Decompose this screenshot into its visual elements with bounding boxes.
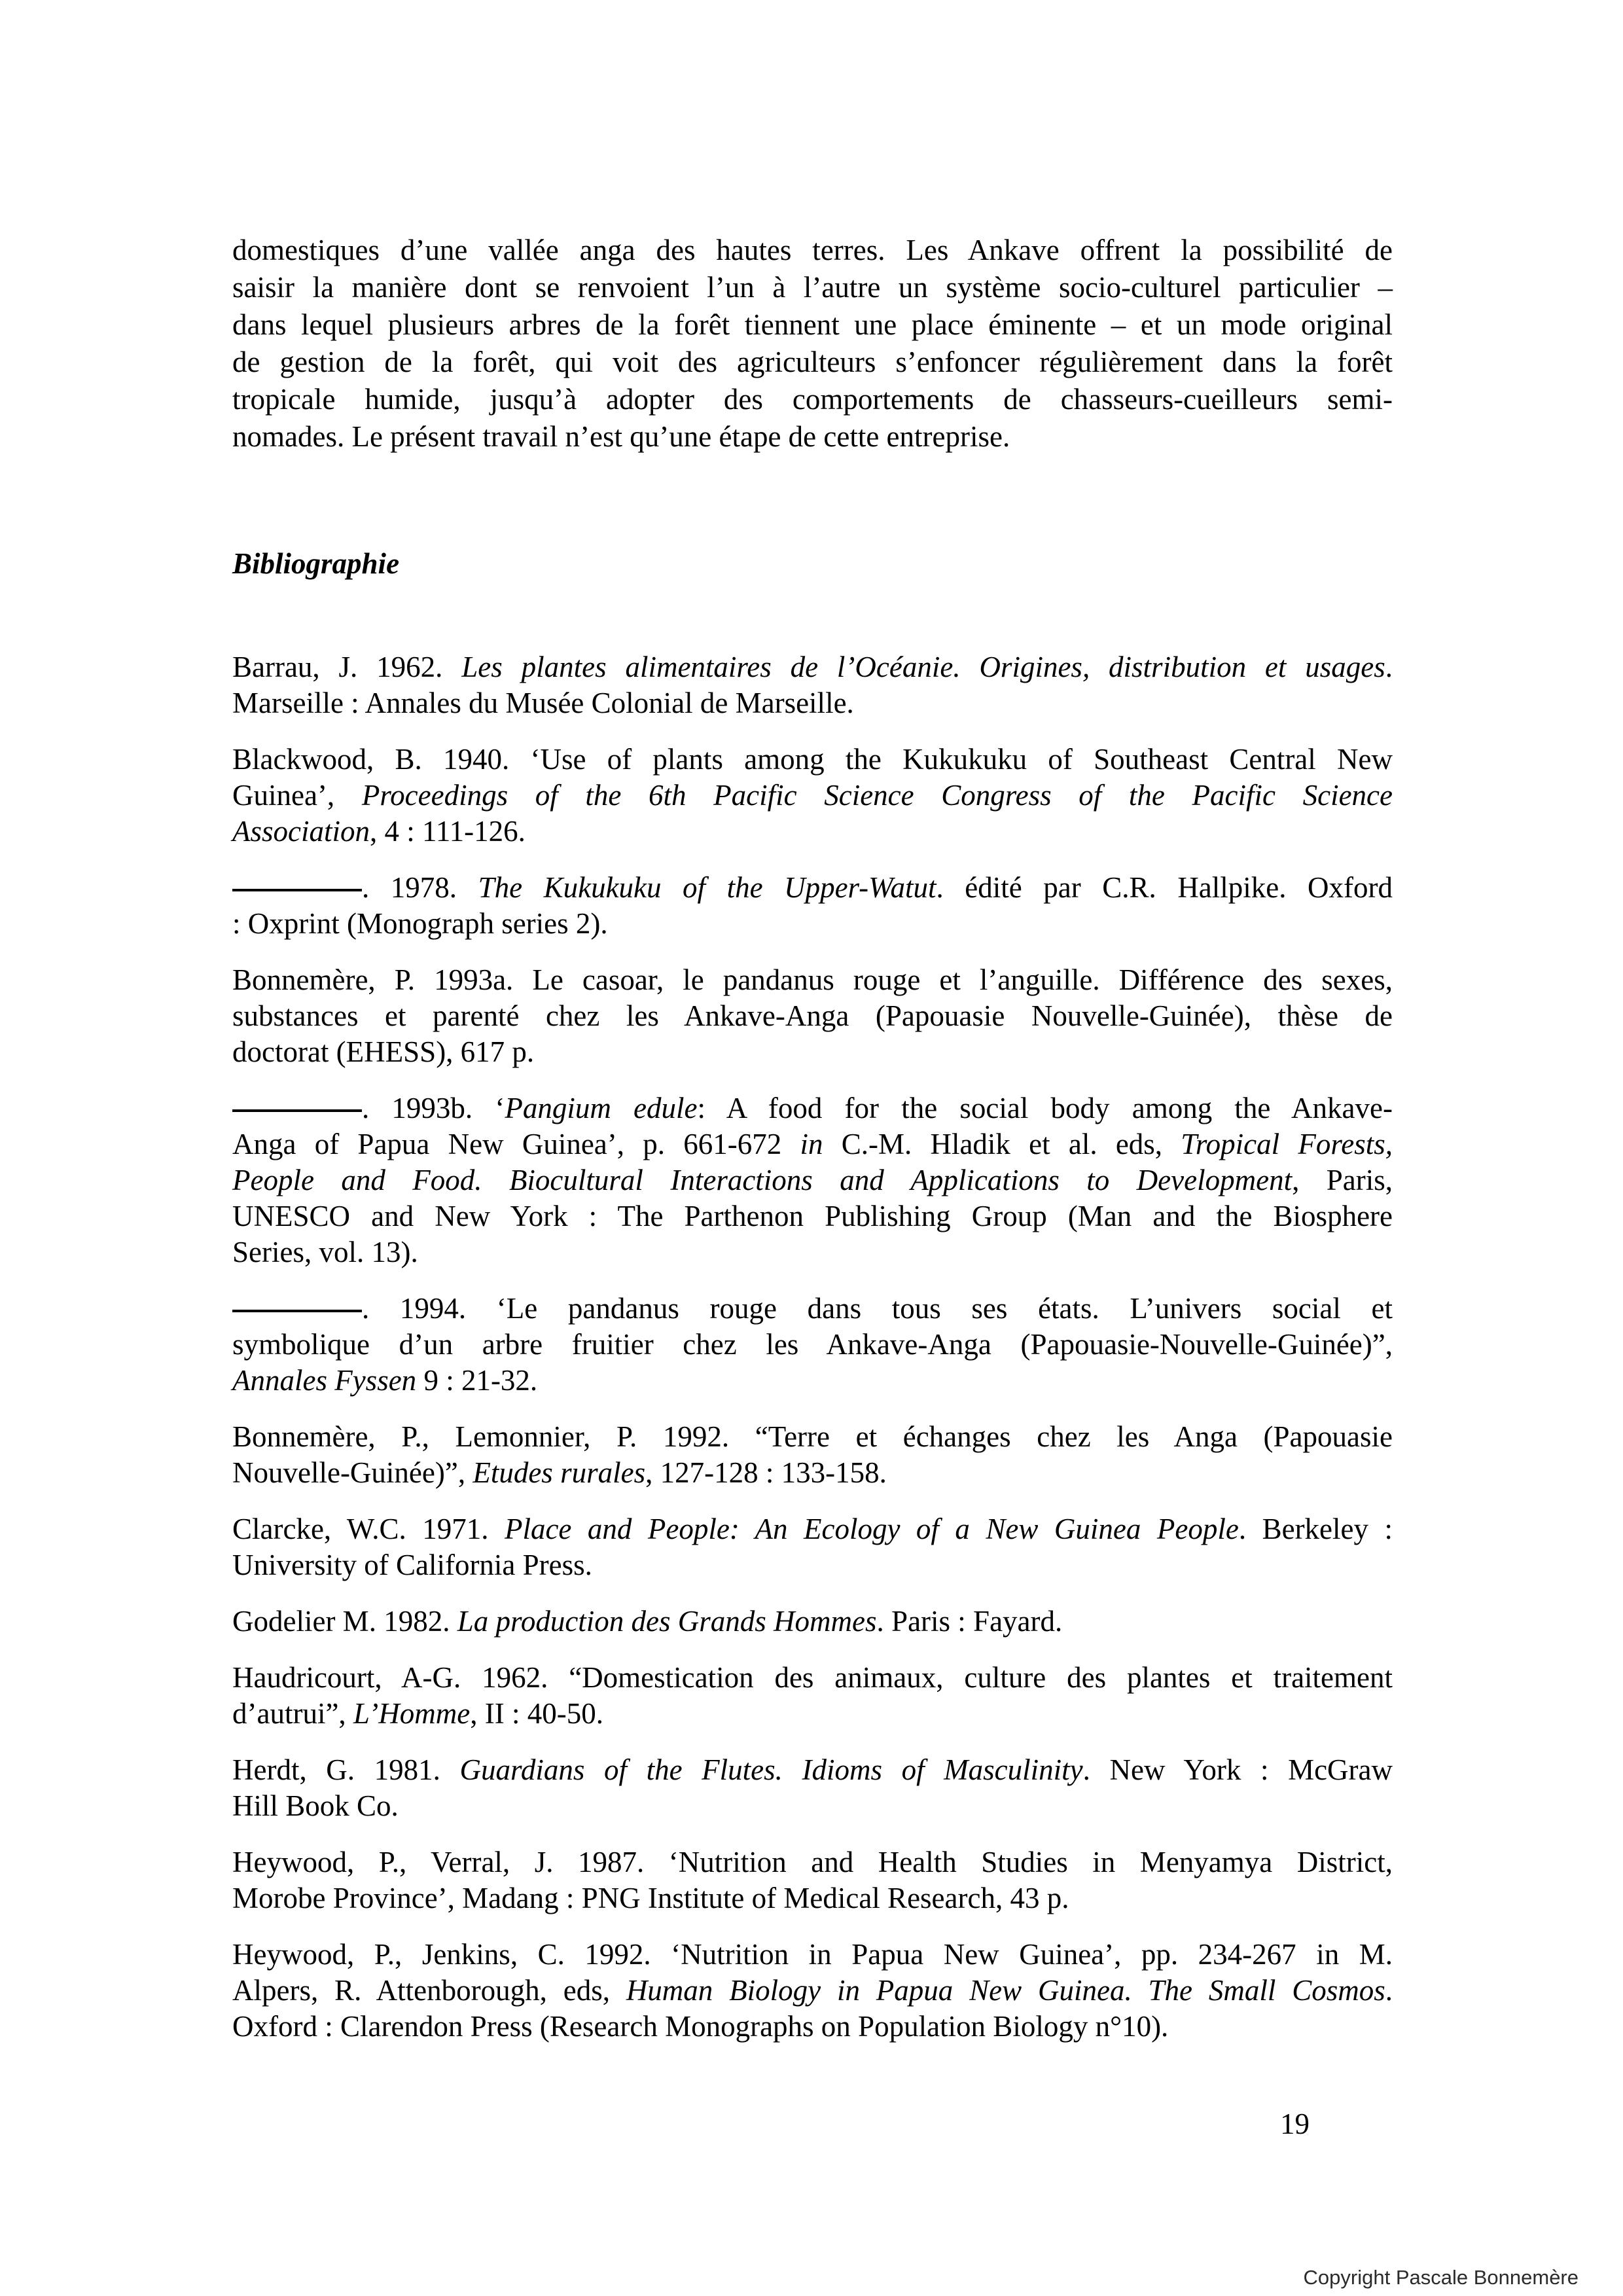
italic-text-run: The Kukukuku of the Upper-Watut xyxy=(478,871,936,904)
bibliography-entry xyxy=(232,1511,1393,1583)
text-run: Heywood, P., Jenkins, C. 1992. ‘Nutrition in Papua New Guinea’, pp. 234-267 in M. xyxy=(232,1938,1393,1971)
text-run: : A food for the social body among the Ankave- xyxy=(697,1092,1393,1124)
text-run: domestiques d’une vallée anga des hautes terres. Les Ankave offrent la possibilité de xyxy=(232,234,1393,266)
text-run: Blackwood, B. 1940. ‘Use of plants among the Kukukuku of Southeast Central New xyxy=(232,743,1393,776)
italic-text-run: in xyxy=(800,1128,823,1160)
text-run: . édité par C.R. Hallpike. Oxford xyxy=(936,871,1393,904)
italic-text-run: Etudes rurales xyxy=(473,1456,646,1489)
text-run: UNESCO and New York : The Parthenon Publishing Group (Man and the Biosphere xyxy=(232,1200,1393,1232)
text-line xyxy=(232,1234,1393,1270)
text-line xyxy=(232,870,1393,906)
bibliography-entry xyxy=(232,1419,1393,1491)
text-run: Oxford : Clarendon Press (Research Monographs on Population Biology n°10). xyxy=(232,2010,1169,2043)
text-run: Alpers, R. Attenborough, eds, xyxy=(232,1974,626,2007)
italic-text-run: People and Food. Biocultural Interactions and Applications to Development xyxy=(232,1164,1293,1196)
text-line xyxy=(232,232,1393,269)
text-run: de gestion de la forêt, qui voit des agriculteurs s’enfoncer régulièrement dans la forêt xyxy=(232,346,1393,378)
text-line xyxy=(232,2009,1393,2045)
text-run: . New York : McGraw xyxy=(1082,1753,1393,1786)
text-run: Heywood, P., Verral, J. 1987. ‘Nutrition and Health Studies in Menyamya District, xyxy=(232,1846,1393,1878)
text-line xyxy=(232,1547,1393,1583)
text-line xyxy=(232,1973,1393,2009)
text-line xyxy=(232,1455,1393,1491)
text-run: , Paris, xyxy=(1292,1164,1393,1196)
bibliography-entry xyxy=(232,1604,1393,1640)
text-line xyxy=(232,344,1393,381)
repeated-author-dash xyxy=(232,889,362,891)
text-run: . 1994. ‘Le pandanus rouge dans tous ses états. L’univers social et xyxy=(362,1292,1393,1325)
text-run: Bonnemère, P. 1993a. Le casoar, le pandanus rouge et l’anguille. Différence des sexes, xyxy=(232,963,1393,996)
bibliography-entry xyxy=(232,962,1393,1070)
text-line xyxy=(232,685,1393,721)
text-run: Haudricourt, A-G. 1962. “Domestication des animaux, culture des plantes et traitement xyxy=(232,1661,1393,1694)
text-run: Herdt, G. 1981. xyxy=(232,1753,460,1786)
text-line xyxy=(232,998,1393,1034)
text-line xyxy=(232,1788,1393,1824)
text-line xyxy=(232,306,1393,344)
text-run: C.-M. Hladik et al. eds, xyxy=(823,1128,1181,1160)
text-run: Nouvelle-Guinée)”, xyxy=(232,1456,473,1489)
text-line xyxy=(232,1327,1393,1363)
text-line xyxy=(232,1363,1393,1399)
text-run: d’autrui”, xyxy=(232,1697,353,1730)
text-run: Guinea’, xyxy=(232,779,362,812)
bibliography-entry xyxy=(232,1090,1393,1270)
bibliography-entry xyxy=(232,870,1393,942)
text-run: Barrau, J. 1962. xyxy=(232,651,462,683)
text-run: Clarcke, W.C. 1971. xyxy=(232,1513,505,1545)
text-line xyxy=(232,1696,1393,1732)
text-line xyxy=(232,1752,1393,1788)
page-number: 19 xyxy=(1280,2108,1310,2140)
italic-text-run: Human Biology in Papua New Guinea. The Small Cosmos xyxy=(626,1974,1385,2007)
italic-text-run: Annales Fyssen xyxy=(232,1364,417,1397)
bibliography-entry xyxy=(232,1844,1393,1916)
text-run: saisir la manière dont se renvoient l’un à l’autre un système socio-culturel particulier – xyxy=(232,271,1393,304)
text-line xyxy=(232,1126,1393,1162)
text-line xyxy=(232,1844,1393,1880)
text-run: . Berkeley : xyxy=(1238,1513,1393,1545)
italic-text-run: Proceedings of the 6th Pacific Science Congress of the Pacific Science xyxy=(361,779,1393,812)
bibliography-entry xyxy=(232,1660,1393,1732)
text-run: . Paris : Fayard. xyxy=(876,1605,1063,1638)
text-run: Morobe Province’, Madang : PNG Institute of Medical Research, 43 p. xyxy=(232,1882,1069,1914)
text-run: , 4 : 111-126. xyxy=(370,815,526,848)
text-run: , 127-128 : 133-158. xyxy=(645,1456,887,1489)
text-run: Series, vol. 13). xyxy=(232,1236,418,1268)
text-line xyxy=(232,1090,1393,1126)
text-line xyxy=(232,649,1393,685)
text-column xyxy=(232,232,1393,2045)
italic-text-run: La production des Grands Hommes xyxy=(457,1605,877,1638)
intro-paragraph xyxy=(232,232,1393,456)
text-run: : Oxprint (Monograph series 2). xyxy=(232,907,608,940)
text-line xyxy=(232,1880,1393,1916)
text-run: 9 : 21-32. xyxy=(416,1364,538,1397)
text-run: . xyxy=(1385,651,1393,683)
text-line xyxy=(232,418,1393,456)
italic-text-run: Tropical Forests, xyxy=(1181,1128,1393,1160)
text-run: Godelier M. 1982. xyxy=(232,1605,457,1638)
text-run: , II : 40-50. xyxy=(470,1697,603,1730)
text-line xyxy=(232,1660,1393,1696)
italic-text-run: Les plantes alimentaires de l’Océanie. Origines, distribution et usages xyxy=(461,651,1385,683)
text-run: substances et parenté chez les Ankave-Anga (Papouasie Nouvelle-Guinée), thèse de xyxy=(232,999,1393,1032)
text-line xyxy=(232,1604,1393,1640)
text-line xyxy=(232,1937,1393,1973)
text-run: Anga of Papua New Guinea’, p. 661-672 xyxy=(232,1128,800,1160)
text-run: doctorat (EHESS), 617 p. xyxy=(232,1035,535,1068)
copyright-notice: Copyright Pascale Bonnemère xyxy=(1303,2266,1578,2289)
text-run: . 1993b. ‘ xyxy=(362,1092,505,1124)
text-run: Bonnemère, P., Lemonnier, P. 1992. “Terre et échanges chez les Anga (Papouasie xyxy=(232,1420,1393,1453)
italic-text-run: Association xyxy=(232,815,370,848)
text-run: symbolique d’un arbre fruitier chez les Ankave-Anga (Papouasie-Nouvelle-Guinée)”, xyxy=(232,1328,1393,1361)
text-line xyxy=(232,778,1393,814)
text-run: Hill Book Co. xyxy=(232,1789,399,1822)
text-line xyxy=(232,1162,1393,1198)
italic-text-run: Pangium edule xyxy=(505,1092,698,1124)
text-line xyxy=(232,742,1393,778)
repeated-author-dash xyxy=(232,1109,362,1112)
text-line xyxy=(232,906,1393,942)
text-run: tropicale humide, jusqu’à adopter des comportements de chasseurs-cueilleurs semi- xyxy=(232,383,1393,416)
text-line xyxy=(232,1198,1393,1234)
italic-text-run: Place and People: An Ecology of a New Guinea People xyxy=(504,1513,1239,1545)
text-line xyxy=(232,1419,1393,1455)
text-run: dans lequel plusieurs arbres de la forêt tiennent une place éminente – et un mode original xyxy=(232,308,1393,341)
text-line xyxy=(232,269,1393,306)
bibliography-list xyxy=(232,649,1393,2045)
text-run: University of California Press. xyxy=(232,1549,592,1581)
bibliography-entry xyxy=(232,649,1393,721)
text-line xyxy=(232,381,1393,418)
text-line xyxy=(232,814,1393,850)
text-run: Marseille : Annales du Musée Colonial de Marseille. xyxy=(232,687,854,719)
bibliography-entry xyxy=(232,1291,1393,1399)
text-line xyxy=(232,1291,1393,1327)
text-run: . 1978. xyxy=(362,871,478,904)
bibliography-entry xyxy=(232,1937,1393,2045)
text-run: nomades. Le présent travail n’est qu’une étape de cette entreprise. xyxy=(232,420,1010,453)
bibliography-heading: Bibliographie xyxy=(232,547,400,580)
text-run: . xyxy=(1385,1974,1393,2007)
italic-text-run: Guardians of the Flutes. Idioms of Masculinity xyxy=(459,1753,1083,1786)
repeated-author-dash xyxy=(232,1310,362,1312)
text-line xyxy=(232,1511,1393,1547)
text-line xyxy=(232,1034,1393,1070)
italic-text-run: L’Homme xyxy=(353,1697,471,1730)
bibliography-entry xyxy=(232,1752,1393,1824)
text-line xyxy=(232,962,1393,998)
bibliography-entry xyxy=(232,742,1393,850)
